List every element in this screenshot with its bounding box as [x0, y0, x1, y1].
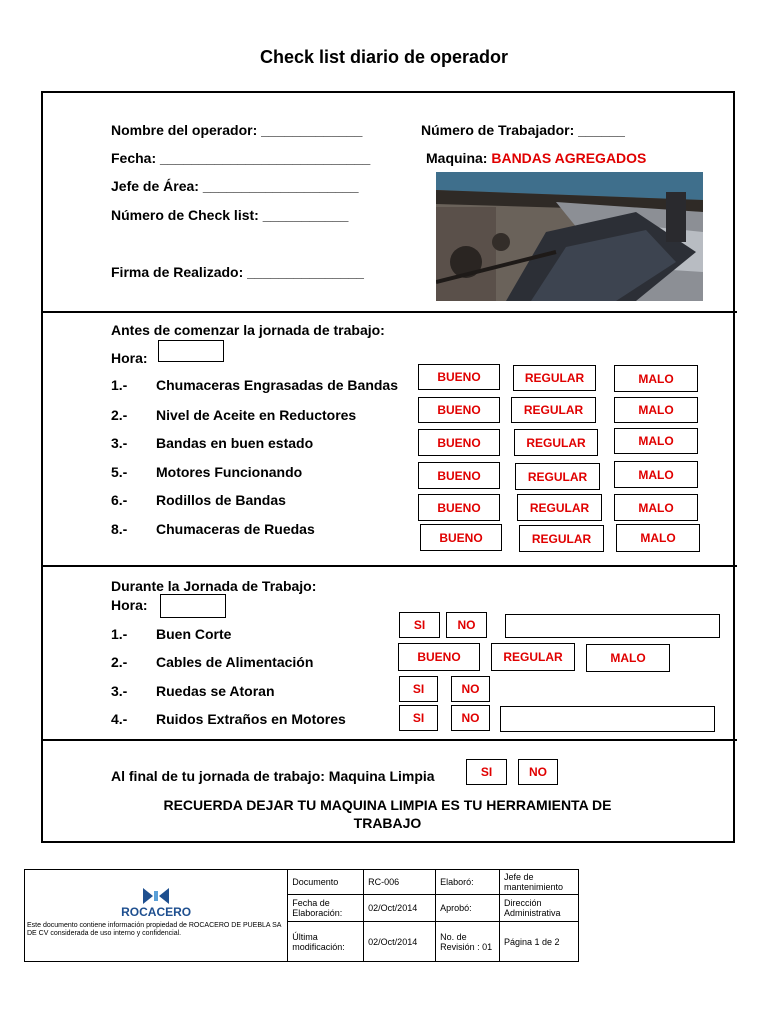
machine-value: BANDAS AGREGADOS	[491, 150, 647, 166]
before-item-num: 8.-	[111, 521, 128, 537]
before-item-label: Chumaceras Engrasadas de Bandas	[156, 377, 398, 393]
company-logo-icon	[141, 888, 171, 904]
documento-label: Documento	[288, 870, 364, 895]
during-item-label: Buen Corte	[156, 626, 232, 642]
during-item-num: 1.-	[111, 626, 128, 642]
malo-option[interactable]: MALO	[614, 365, 698, 392]
regular-option[interactable]: REGULAR	[517, 494, 602, 521]
malo-option[interactable]: MALO	[616, 524, 700, 552]
no-option[interactable]: NO	[518, 759, 558, 785]
comments-input[interactable]	[500, 706, 715, 732]
si-option[interactable]: SI	[399, 705, 438, 731]
reminder-line: TRABAJO	[353, 815, 422, 831]
before-item-label: Bandas en buen estado	[156, 435, 314, 451]
si-option[interactable]: SI	[399, 612, 440, 638]
during-item-num: 2.-	[111, 654, 128, 670]
before-item-label: Motores Funcionando	[156, 464, 303, 480]
regular-option[interactable]: REGULAR	[513, 365, 596, 391]
regular-option[interactable]: REGULAR	[511, 397, 596, 423]
before-item-num: 2.-	[111, 407, 128, 423]
before-heading: Antes de comenzar la jornada de trabajo:	[111, 322, 385, 338]
during-item-label: Ruidos Extraños en Motores	[156, 711, 346, 727]
elaboro-label: Elaboró:	[436, 870, 500, 895]
before-item-num: 3.-	[111, 435, 128, 451]
checklist-number-field[interactable]: Número de Check list: ___________	[111, 207, 349, 223]
disclaimer-text: Este documento contiene información propiedad de ROCACERO DE PUEBLA SA DE CV considerada de uso interno y confidencial.	[27, 922, 282, 937]
aprobo-label: Aprobó:	[436, 895, 500, 922]
ultima-label: Última modificación:	[288, 922, 364, 962]
malo-option[interactable]: MALO	[614, 461, 698, 488]
during-hora-label: Hora:	[111, 597, 148, 613]
during-hora-input[interactable]	[160, 594, 226, 618]
machine-label: Maquina:	[426, 150, 488, 166]
document-control-table	[24, 869, 579, 962]
pagina-value: Página 1 de 2	[500, 922, 579, 962]
before-item-label: Rodillos de Bandas	[156, 492, 286, 508]
malo-option[interactable]: MALO	[614, 397, 698, 423]
before-hora-input[interactable]	[158, 340, 224, 362]
bueno-option[interactable]: BUENO	[418, 429, 500, 456]
operator-name-field[interactable]: Nombre del operador: _____________	[111, 122, 363, 138]
during-item-num: 3.-	[111, 683, 128, 699]
worker-number-field[interactable]: Número de Trabajador: ______	[421, 122, 625, 138]
revision-label: No. de Revisión : 01	[436, 922, 500, 962]
signature-field[interactable]: Firma de Realizado: _______________	[111, 264, 364, 280]
elaboro-value: Jefe de mantenimiento	[500, 870, 579, 895]
documento-value: RC-006	[364, 870, 436, 895]
before-item-label: Nivel de Aceite en Reductores	[156, 407, 357, 423]
fecha-label: Fecha de Elaboración:	[288, 895, 364, 922]
during-item-label: Ruedas se Atoran	[156, 683, 275, 699]
before-item-num: 6.-	[111, 492, 128, 508]
si-option[interactable]: SI	[399, 676, 438, 702]
aprobo-value: Dirección Administrativa	[500, 895, 579, 922]
during-heading: Durante la Jornada de Trabajo:	[111, 578, 317, 594]
section-divider	[41, 739, 737, 741]
malo-option[interactable]: MALO	[614, 428, 698, 454]
bueno-option[interactable]: BUENO	[418, 397, 500, 423]
company-cell	[25, 870, 288, 962]
fecha-value: 02/Oct/2014	[364, 895, 436, 922]
section-divider	[41, 565, 737, 567]
machine-line	[426, 150, 646, 166]
bueno-option[interactable]: BUENO	[418, 494, 500, 521]
page-title: Check list diario de operador	[259, 47, 509, 67]
no-option[interactable]: NO	[446, 612, 487, 638]
malo-option[interactable]: MALO	[586, 644, 670, 672]
ultima-value: 02/Oct/2014	[364, 922, 436, 962]
end-label: Al final de tu jornada de trabajo: Maquina Limpia	[111, 768, 435, 784]
regular-option[interactable]: REGULAR	[519, 525, 604, 552]
before-item-num: 1.-	[111, 377, 128, 393]
date-field[interactable]: Fecha: ___________________________	[111, 150, 371, 166]
bueno-option[interactable]: BUENO	[420, 524, 502, 551]
before-item-label: Chumaceras de Ruedas	[156, 521, 315, 537]
before-item-num: 5.-	[111, 464, 128, 480]
si-option[interactable]: SI	[466, 759, 507, 785]
regular-option[interactable]: REGULAR	[491, 643, 575, 671]
bueno-option[interactable]: BUENO	[418, 364, 500, 390]
machine-photo	[436, 172, 703, 301]
during-item-label: Cables de Alimentación	[156, 654, 314, 670]
area-chief-field[interactable]: Jefe de Área: ____________________	[111, 178, 359, 194]
comments-input[interactable]	[505, 614, 720, 638]
company-name: ROCACERO	[121, 905, 192, 919]
regular-option[interactable]: REGULAR	[514, 429, 598, 456]
no-option[interactable]: NO	[451, 676, 490, 702]
section-divider	[41, 311, 737, 313]
reminder-text	[120, 796, 655, 832]
before-hora-label: Hora:	[111, 350, 148, 366]
no-option[interactable]: NO	[451, 705, 490, 731]
during-item-num: 4.-	[111, 711, 128, 727]
malo-option[interactable]: MALO	[614, 494, 698, 521]
bueno-option[interactable]: BUENO	[418, 462, 500, 489]
regular-option[interactable]: REGULAR	[515, 463, 600, 490]
bueno-option[interactable]: BUENO	[398, 643, 480, 671]
reminder-line: RECUERDA DEJAR TU MAQUINA LIMPIA ES TU HERRAMIENTA DE	[163, 797, 612, 813]
